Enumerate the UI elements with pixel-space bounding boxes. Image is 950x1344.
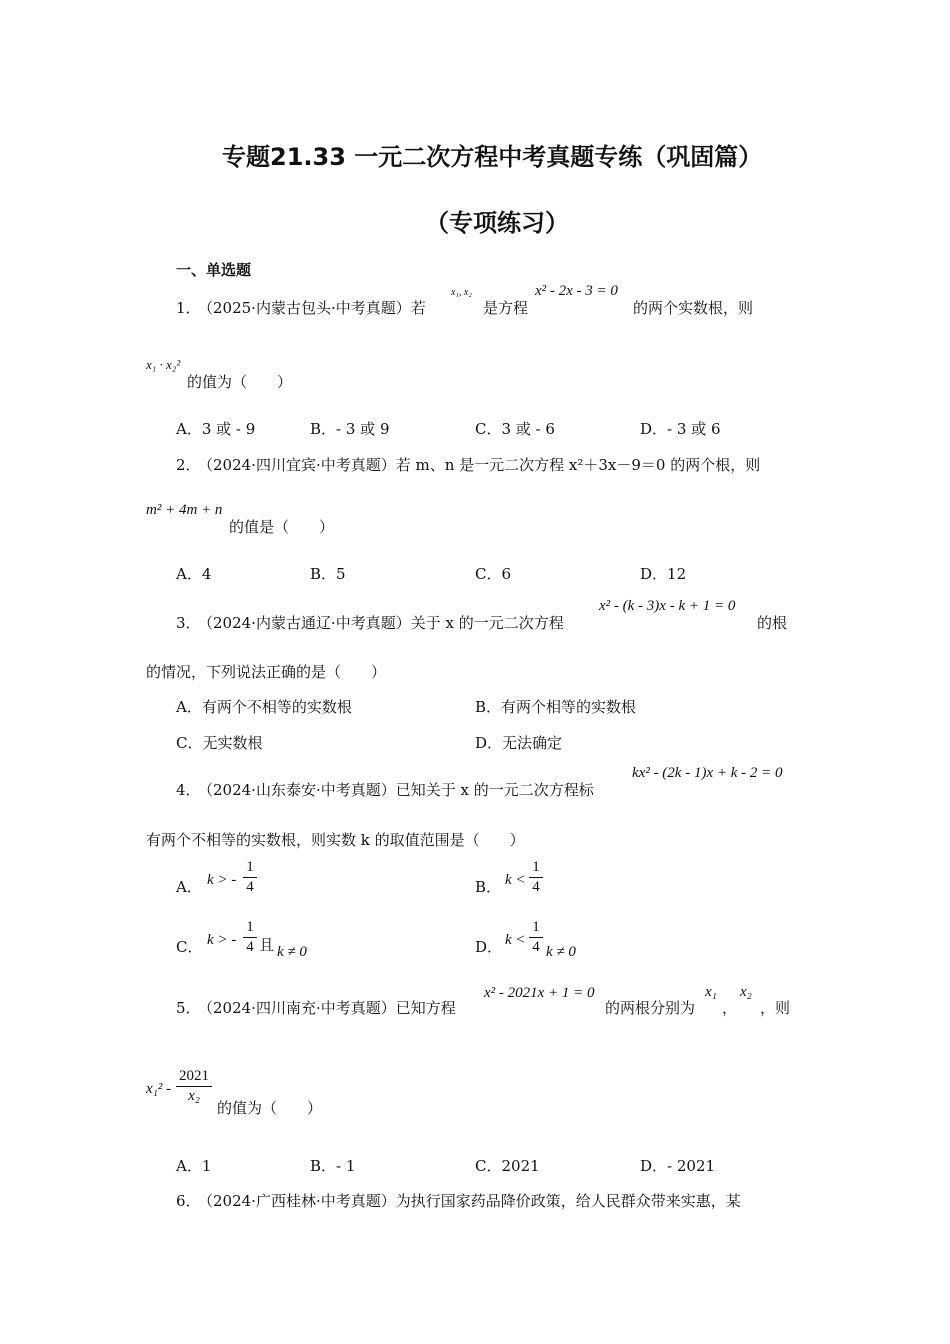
q5-text: （2024·四川南充·中考真题）已知方程 <box>198 999 456 1017</box>
q5-option-c: C．2021 <box>475 1157 540 1175</box>
q5-root-1: x₁ <box>705 984 717 1000</box>
q4-option-d-fraction <box>529 919 543 956</box>
fraction-denominator: 4 <box>532 879 540 895</box>
q4-option-d-label: D． <box>475 938 503 956</box>
q2-option-c: C．6 <box>475 565 512 583</box>
q1-mid: 是方程 <box>483 299 529 317</box>
fraction-numerator: 1 <box>532 859 540 875</box>
q1-vars: x₁, x₂ <box>451 287 472 298</box>
q5-expression-lead: x₁² - <box>146 1081 172 1097</box>
q3-option-b: B．有两个相等的实数根 <box>475 698 637 716</box>
q4-option-a-fraction <box>243 859 257 896</box>
fraction-numerator: 2021 <box>179 1068 209 1084</box>
q1-equation: x² - 2x - 3 = 0 <box>535 283 618 299</box>
q3-number: 3． <box>176 614 201 632</box>
q4-option-b-label: B． <box>475 878 502 896</box>
fraction-denominator: 4 <box>246 939 254 955</box>
q1-source: （2025·内蒙古包头·中考真题）若 <box>198 299 426 317</box>
q4-option-c-tail: k ≠ 0 <box>277 944 307 960</box>
page-subtitle: （专项练习） <box>425 209 569 237</box>
q1-option-b: B．- 3 或 9 <box>310 420 390 438</box>
q3-option-d: D．无法确定 <box>475 734 563 752</box>
q5-number: 5． <box>176 999 201 1017</box>
q2-option-b: B．5 <box>310 565 346 583</box>
q2-option-d: D．12 <box>640 565 687 583</box>
q3-text: （2024·内蒙古通辽·中考真题）关于 x 的一元二次方程 <box>198 614 564 632</box>
q1-option-d: D．- 3 或 6 <box>640 420 721 438</box>
q4-number: 4． <box>176 781 201 799</box>
q1-number: 1． <box>176 299 201 317</box>
q5-ask: 的值为（ ） <box>217 1099 323 1117</box>
q3-equation: x² - (k - 3)x - k + 1 = 0 <box>599 598 736 614</box>
q5-expression-fraction <box>176 1068 212 1105</box>
q6-text: （2024·广西桂林·中考真题）为执行国家药品降价政策，给人民群众带来实惠，某 <box>198 1192 741 1210</box>
q4-option-c-and: 且 <box>259 936 275 954</box>
q1-tail: 的两个实数根，则 <box>633 299 754 317</box>
q5-option-d: D．- 2021 <box>640 1157 716 1175</box>
q2-option-a: A．4 <box>176 565 212 583</box>
q4-line2: 有两个不相等的实数根，则实数 k 的取值范围是（ ） <box>146 831 525 849</box>
q1-expression: x₁ · x₂² <box>146 357 181 372</box>
q5-root-2: x₂ <box>740 984 752 1000</box>
q3-line2: 的情况，下列说法正确的是（ ） <box>146 663 387 681</box>
q2-expression: m² + 4m + n <box>146 502 223 518</box>
section-heading: 一、单选题 <box>176 261 252 279</box>
q4-option-c-expr: k > - <box>207 932 237 948</box>
q4-option-c-fraction <box>243 919 257 956</box>
q1-option-c: C．3 或 - 6 <box>475 420 555 438</box>
q5-option-b: B．- 1 <box>310 1157 356 1175</box>
q4-text: （2024·山东泰安·中考真题）已知关于 x 的一元二次方程标 <box>198 781 594 799</box>
q4-equation: kx² - (2k - 1)x + k - 2 = 0 <box>632 765 783 781</box>
fraction-denominator: 4 <box>532 939 540 955</box>
q5-equation: x² - 2021x + 1 = 0 <box>484 985 595 1001</box>
q5-option-a: A．1 <box>176 1157 212 1175</box>
q4-option-b-fraction <box>529 859 543 896</box>
q6-number: 6． <box>176 1192 201 1210</box>
q4-option-d-expr: k < <box>505 932 526 948</box>
q1-ask: 的值为（ ） <box>187 373 293 391</box>
q5-tail: ，则 <box>760 999 791 1017</box>
q4-option-d-tail: k ≠ 0 <box>546 944 576 960</box>
q4-option-a-expr: k > - <box>207 872 237 888</box>
q4-option-c-label: C． <box>176 938 203 956</box>
fraction-numerator: 1 <box>532 919 540 935</box>
fraction-denominator: 4 <box>246 879 254 895</box>
page-title: 专题21.33 一元二次方程中考真题专练（巩固篇） <box>222 143 763 171</box>
fraction-denominator: x₂ <box>188 1088 200 1104</box>
q2-ask: 的值是（ ） <box>229 518 335 536</box>
q5-mid: 的两根分别为 <box>605 999 696 1017</box>
q3-option-c: C．无实数根 <box>176 734 263 752</box>
q5-separator: ， <box>722 999 738 1017</box>
q2-number: 2． <box>176 456 201 474</box>
q1-option-a: A．3 或 - 9 <box>176 420 256 438</box>
q3-tail: 的根 <box>757 614 788 632</box>
q2-text: （2024·四川宜宾·中考真题）若 m、n 是一元二次方程 x²＋3x－9＝0 的两个根，则 <box>198 456 761 474</box>
q3-option-a: A．有两个不相等的实数根 <box>176 698 352 716</box>
fraction-numerator: 1 <box>246 859 254 875</box>
q4-option-b-expr: k < <box>505 872 526 888</box>
fraction-numerator: 1 <box>246 919 254 935</box>
q4-option-a-label: A． <box>176 878 202 896</box>
